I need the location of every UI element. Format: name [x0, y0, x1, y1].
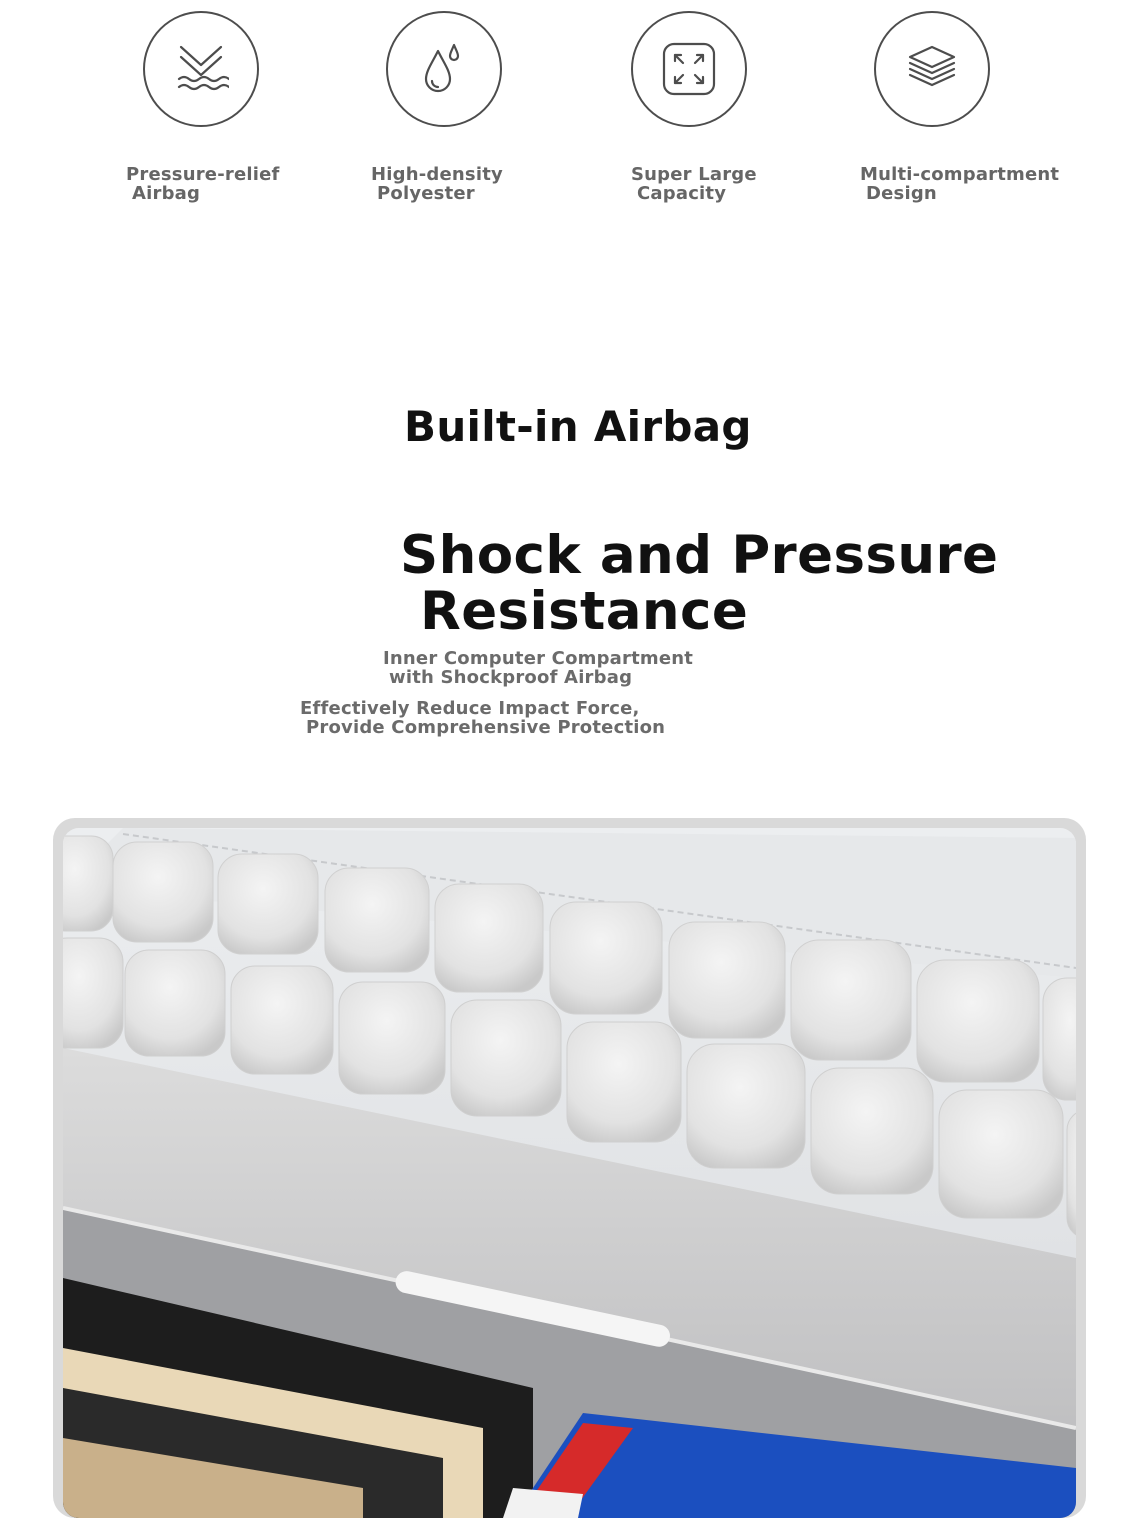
feature-label-line1: Super Large [631, 164, 757, 185]
airbag-compartment-illustration [63, 828, 1076, 1518]
expand-arrows-icon [631, 11, 747, 127]
subtitle-line1: Inner Computer Compartment [383, 648, 694, 669]
subtitle-protection [300, 699, 665, 737]
feature-super-large-capacity [631, 0, 871, 220]
section-title-line1: Shock and Pressure [400, 525, 999, 586]
feature-label-line2: Capacity [637, 183, 727, 204]
subtitle-line1: Effectively Reduce Impact Force, [300, 698, 640, 719]
section-title-line2: Resistance [420, 581, 749, 642]
layers-icon [874, 11, 990, 127]
product-photo-frame [53, 818, 1086, 1518]
feature-label-line2: Airbag [132, 183, 201, 204]
feature-label [126, 165, 280, 203]
water-drop-icon [386, 11, 502, 127]
subtitle-line2: Provide Comprehensive Protection [306, 717, 666, 738]
feature-label-line2: Design [866, 183, 937, 204]
feature-label-line2: Polyester [377, 183, 475, 204]
feature-multi-compartment [860, 0, 1100, 220]
subtitle-line2: with Shockproof Airbag [389, 667, 633, 688]
feature-label-line1: Multi-compartment [860, 164, 1060, 185]
subtitle-compartment [383, 649, 693, 687]
feature-label [631, 165, 757, 203]
section-title [400, 525, 999, 642]
pressure-waves-icon [143, 11, 259, 127]
feature-label [371, 165, 503, 203]
feature-high-density [371, 0, 611, 220]
section-heading: Built-in Airbag [404, 402, 752, 451]
feature-label [860, 165, 1059, 203]
feature-label-line1: High-density [371, 164, 503, 185]
feature-label-line1: Pressure-relief [126, 164, 280, 185]
product-photo [63, 828, 1076, 1518]
feature-pressure-relief [126, 0, 366, 220]
